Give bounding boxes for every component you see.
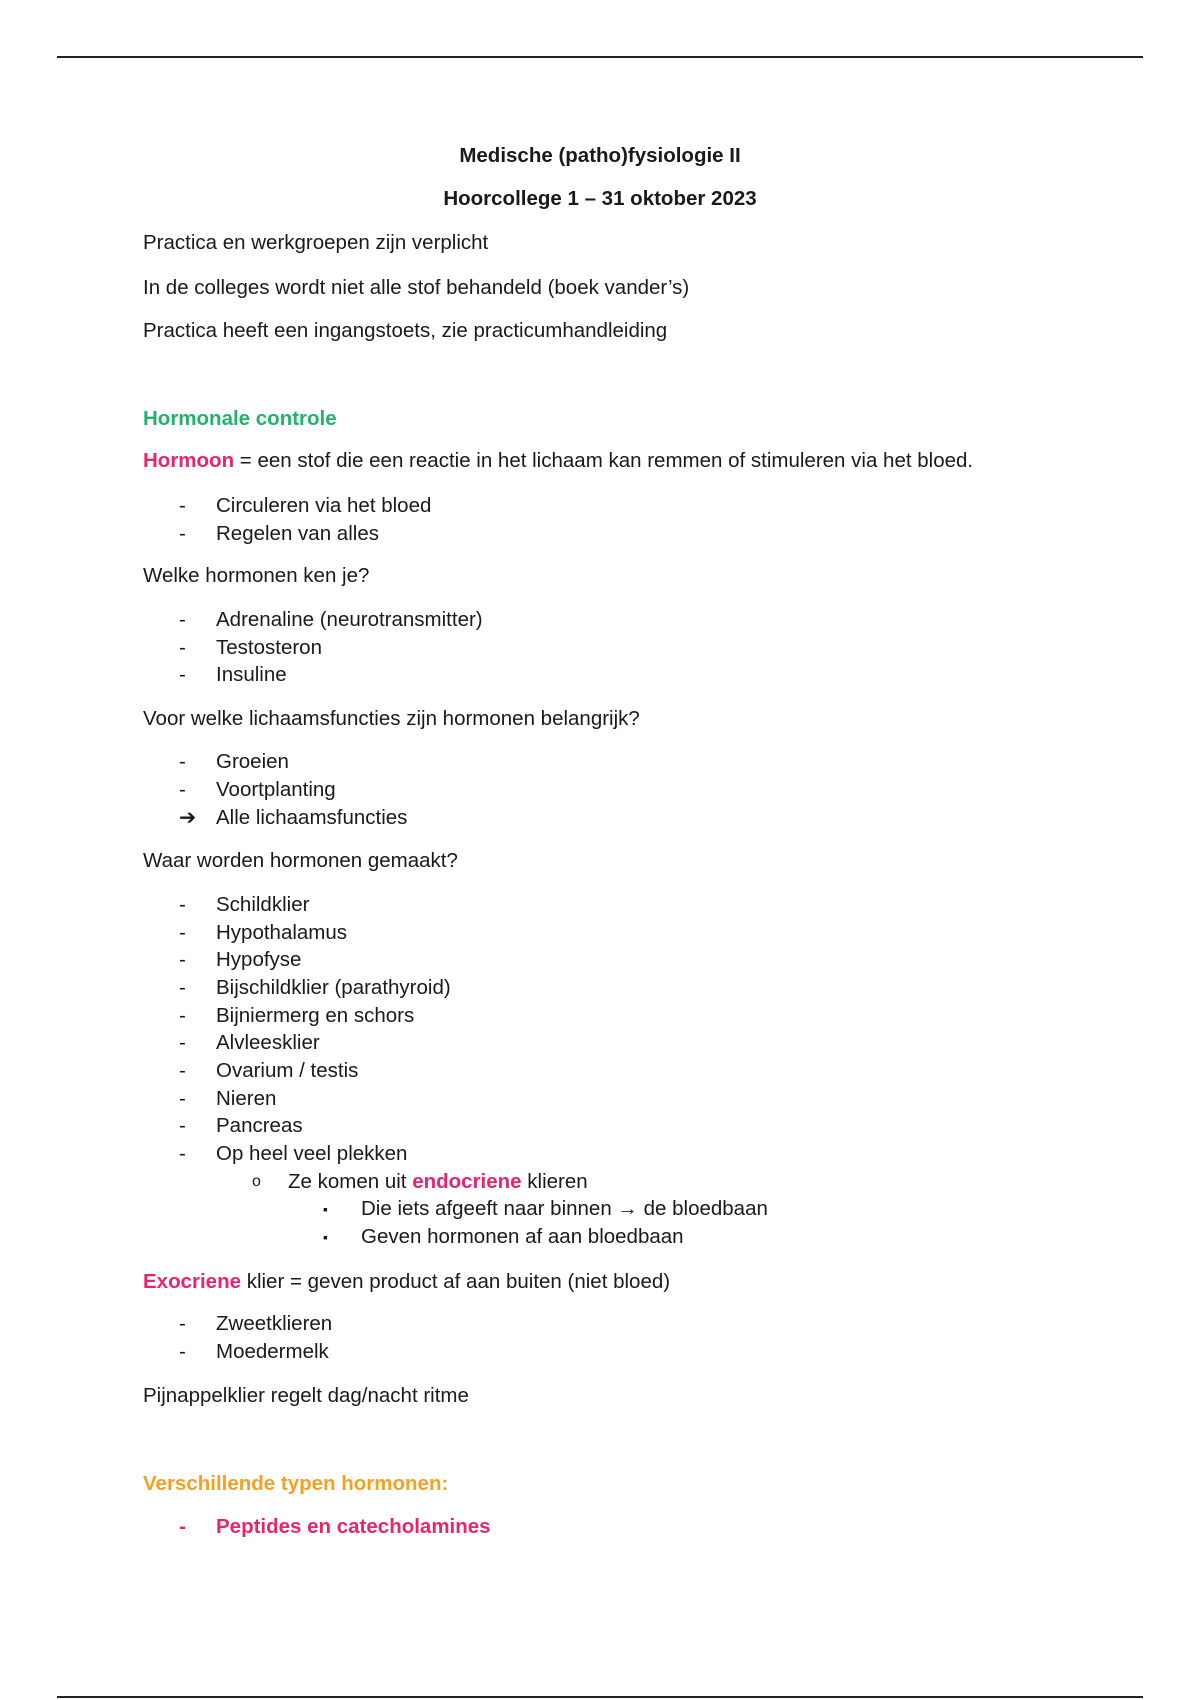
dash-bullet: - — [179, 1114, 186, 1137]
list-item: Pancreas — [216, 1114, 303, 1137]
list-item: Bijniermerg en schors — [216, 1004, 415, 1027]
list-item: Ovarium / testis — [216, 1059, 359, 1082]
list-item: Nieren — [216, 1087, 277, 1110]
sub-pre: Ze komen uit — [288, 1170, 413, 1193]
section-heading: Verschillende typen hormonen: — [143, 1472, 449, 1495]
list-item: Groeien — [216, 750, 289, 773]
list-item: Schildklier — [216, 893, 310, 916]
list-item: Hypothalamus — [216, 921, 348, 944]
list-item: Moedermelk — [216, 1340, 329, 1363]
endocriene-term: endocriene — [412, 1170, 522, 1193]
question: Voor welke lichaamsfuncties zijn hormonen belangrijk? — [143, 707, 640, 730]
hormoon-definition-text: = een stof die een reactie in het lichaam kan remmen of stimuleren via het bloed. — [234, 449, 974, 472]
arrow-right-icon: ➔ — [179, 806, 197, 829]
list-item: Insuline — [216, 663, 287, 686]
dash-bullet: - — [179, 921, 186, 944]
pineal-line: Pijnappelklier regelt dag/nacht ritme — [143, 1384, 469, 1407]
document-subtitle: Hoorcollege 1 – 31 oktober 2023 — [443, 187, 757, 210]
list-item: Voortplanting — [216, 778, 336, 801]
dash-bullet: - — [179, 1059, 186, 1082]
intro-line: In de colleges wordt niet alle stof behandeld (boek vander’s) — [143, 276, 690, 299]
sub-list-item — [288, 1169, 588, 1195]
dash-bullet: - — [179, 750, 186, 773]
dash-bullet: - — [179, 976, 186, 999]
dash-bullet: - — [179, 1340, 186, 1363]
list-item: Bijschildklier (parathyroid) — [216, 976, 451, 999]
dash-bullet: - — [179, 636, 186, 659]
dash-bullet: - — [179, 893, 186, 916]
list-item: Testosteron — [216, 636, 322, 659]
dash-bullet: - — [179, 1142, 186, 1165]
dash-bullet: - — [179, 1087, 186, 1110]
dash-bullet: - — [179, 948, 186, 971]
exocriene-definition — [143, 1269, 670, 1295]
dash-bullet: - — [179, 778, 186, 801]
list-item: Hypofyse — [216, 948, 302, 971]
top-rule — [57, 56, 1143, 58]
dash-bullet: - — [179, 1004, 186, 1027]
dash-bullet: - — [179, 494, 186, 517]
section-heading: Hormonale controle — [143, 407, 337, 430]
hormoon-term: Hormoon — [143, 449, 235, 472]
list-item: Alvleesklier — [216, 1031, 320, 1054]
dash-bullet: - — [179, 522, 186, 545]
sub-post: klieren — [521, 1170, 588, 1193]
dash-bullet: - — [179, 663, 186, 686]
list-item: Adrenaline (neurotransmitter) — [216, 608, 483, 631]
dash-bullet: - — [179, 608, 186, 631]
hormoon-definition — [143, 448, 973, 474]
circle-bullet: o — [252, 1173, 261, 1190]
list-item: Alle lichaamsfuncties — [216, 806, 408, 829]
list-item: Zweetklieren — [216, 1312, 333, 1335]
list-item: Op heel veel plekken — [216, 1142, 408, 1165]
sub-sub-list-item: Geven hormonen af aan bloedbaan — [361, 1225, 684, 1248]
document-title: Medische (patho)fysiologie II — [459, 144, 741, 167]
intro-line: Practica heeft een ingangstoets, zie practicumhandleiding — [143, 319, 668, 342]
intro-line: Practica en werkgroepen zijn verplicht — [143, 231, 489, 254]
sub-sub-list-item: Die iets afgeeft naar binnen → de bloedbaan — [361, 1197, 768, 1220]
dash-bullet: - — [179, 1515, 186, 1538]
list-item: Regelen van alles — [216, 522, 379, 545]
question: Waar worden hormonen gemaakt? — [143, 849, 458, 872]
square-bullet: ▪ — [323, 1201, 328, 1217]
bottom-rule — [57, 1696, 1143, 1698]
dash-bullet: - — [179, 1031, 186, 1054]
exocriene-term: Exocriene — [143, 1270, 241, 1293]
question: Welke hormonen ken je? — [143, 564, 370, 587]
exocriene-definition-text: klier = geven product af aan buiten (niet bloed) — [241, 1270, 671, 1293]
dash-bullet: - — [179, 1312, 186, 1335]
square-bullet: ▪ — [323, 1229, 328, 1245]
list-item: Circuleren via het bloed — [216, 494, 432, 517]
list-item: Peptides en catecholamines — [216, 1515, 491, 1538]
